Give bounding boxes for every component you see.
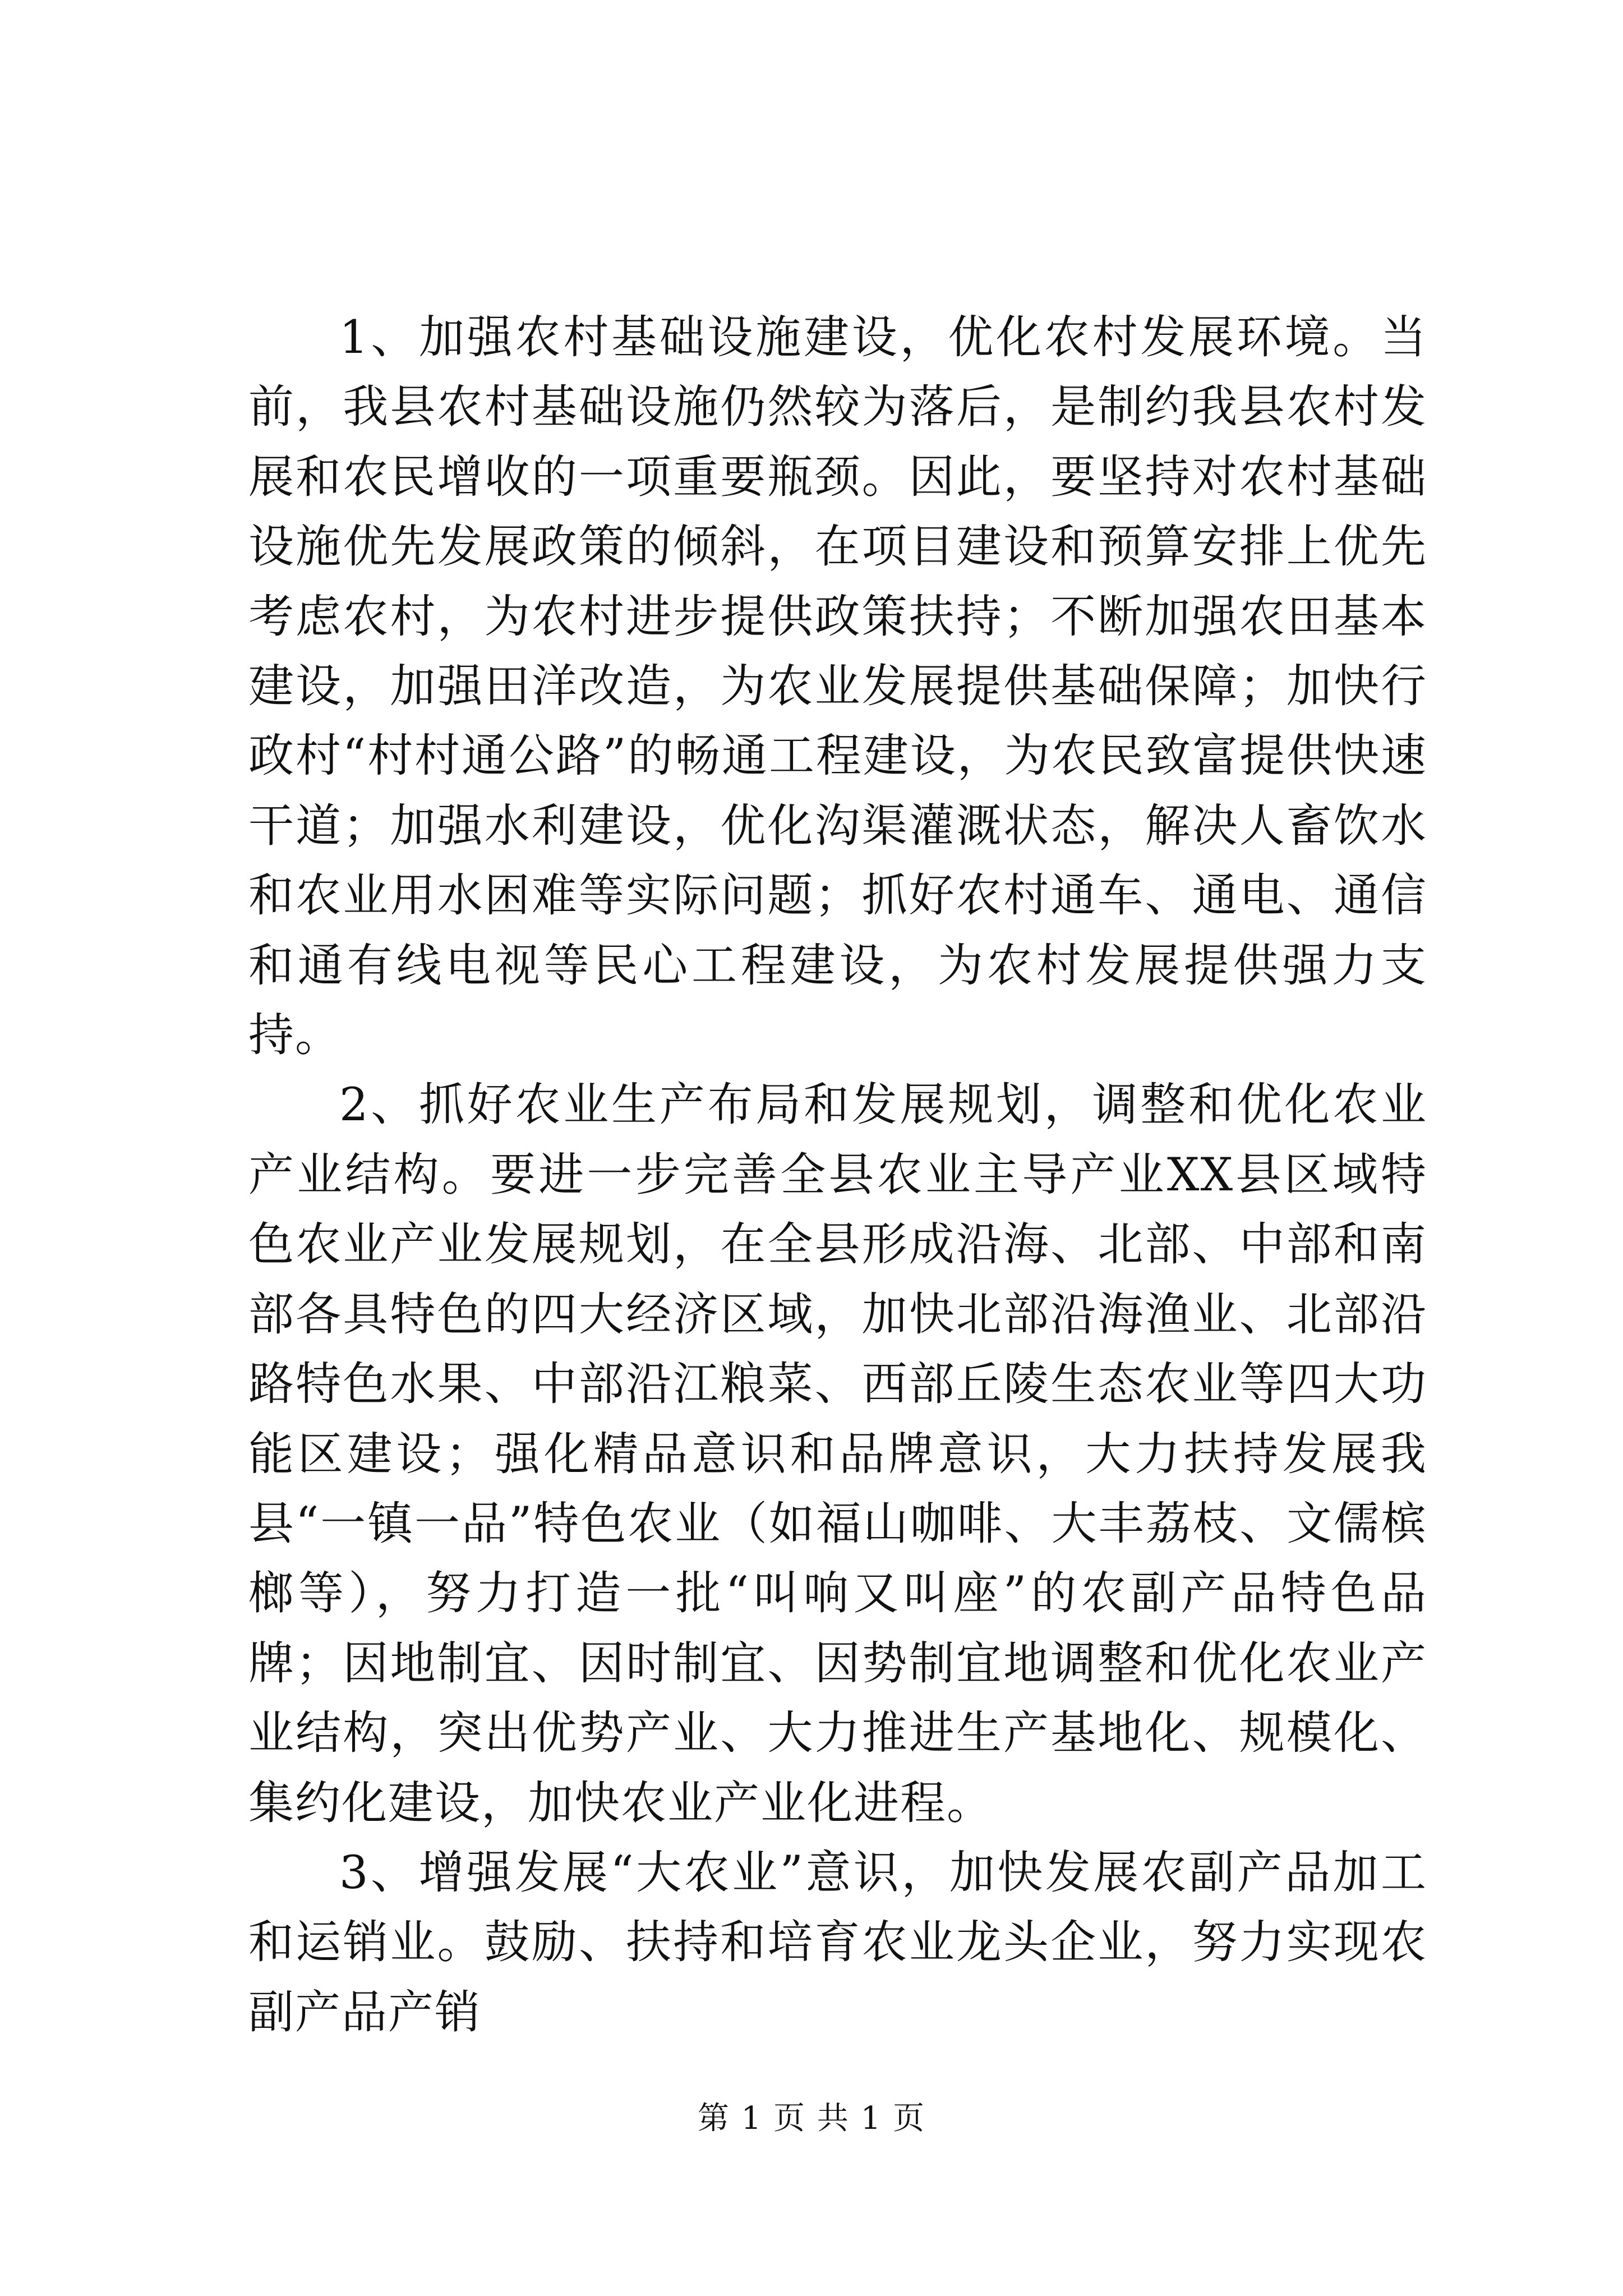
- paragraph-3: 3、增强发展“大农业”意识，加快发展农副产品加工和运销业。鼓励、扶持和培育农业龙头企业，努力实现农副产品产销: [248, 1846, 1427, 2039]
- paragraph-2: 2、抓好农业生产布局和发展规划，调整和优化农业产业结构。要进一步完善全县农业主导产业XX县区域特色农业产业发展规划，在全县形成沿海、北部、中部和南部各具特色的四大经济区域，加快北部沿海渔业、北部沿路特色水果、中部沿江粮菜、西部丘陵生态农业等四大功能区建设；强化精品意识和品牌意识，大力扶持发展我县“一镇一品”特色农业（如福山咖啡、大丰荔枝、文儒槟榔等），努力打造一批“叫响又叫座”的农副产品特色品牌；因地制宜、因时制宜、因势制宜地调整和优化农业产业结构，突出优势产业、大力推进生产基地化、规模化、集约化建设，加快农业产业化进程。: [248, 1079, 1427, 1830]
- paragraph-1: 1、加强农村基础设施建设，优化农村发展环境。当前，我县农村基础设施仍然较为落后，是制约我县农村发展和农民增收的一项重要瓶颈。因此，要坚持对农村基础设施优先发展政策的倾斜，在项目建设和预算安排上优先考虑农村，为农村进步提供政策扶持；不断加强农田基本建设，加强田洋改造，为农业发展提供基础保障；加快行政村“村村通公路”的畅通工程建设，为农民致富提供快速干道；加强水利建设，优化沟渠灌溉状态，解决人畜饮水和农业用水困难等实际问题；抓好农村通车、通电、通信和通有线电视等民心工程建设，为农村发展提供强力支持。: [248, 311, 1427, 1062]
- document-body: [248, 303, 1427, 2047]
- page-footer: 第 1 页 共 1 页: [697, 2100, 926, 2137]
